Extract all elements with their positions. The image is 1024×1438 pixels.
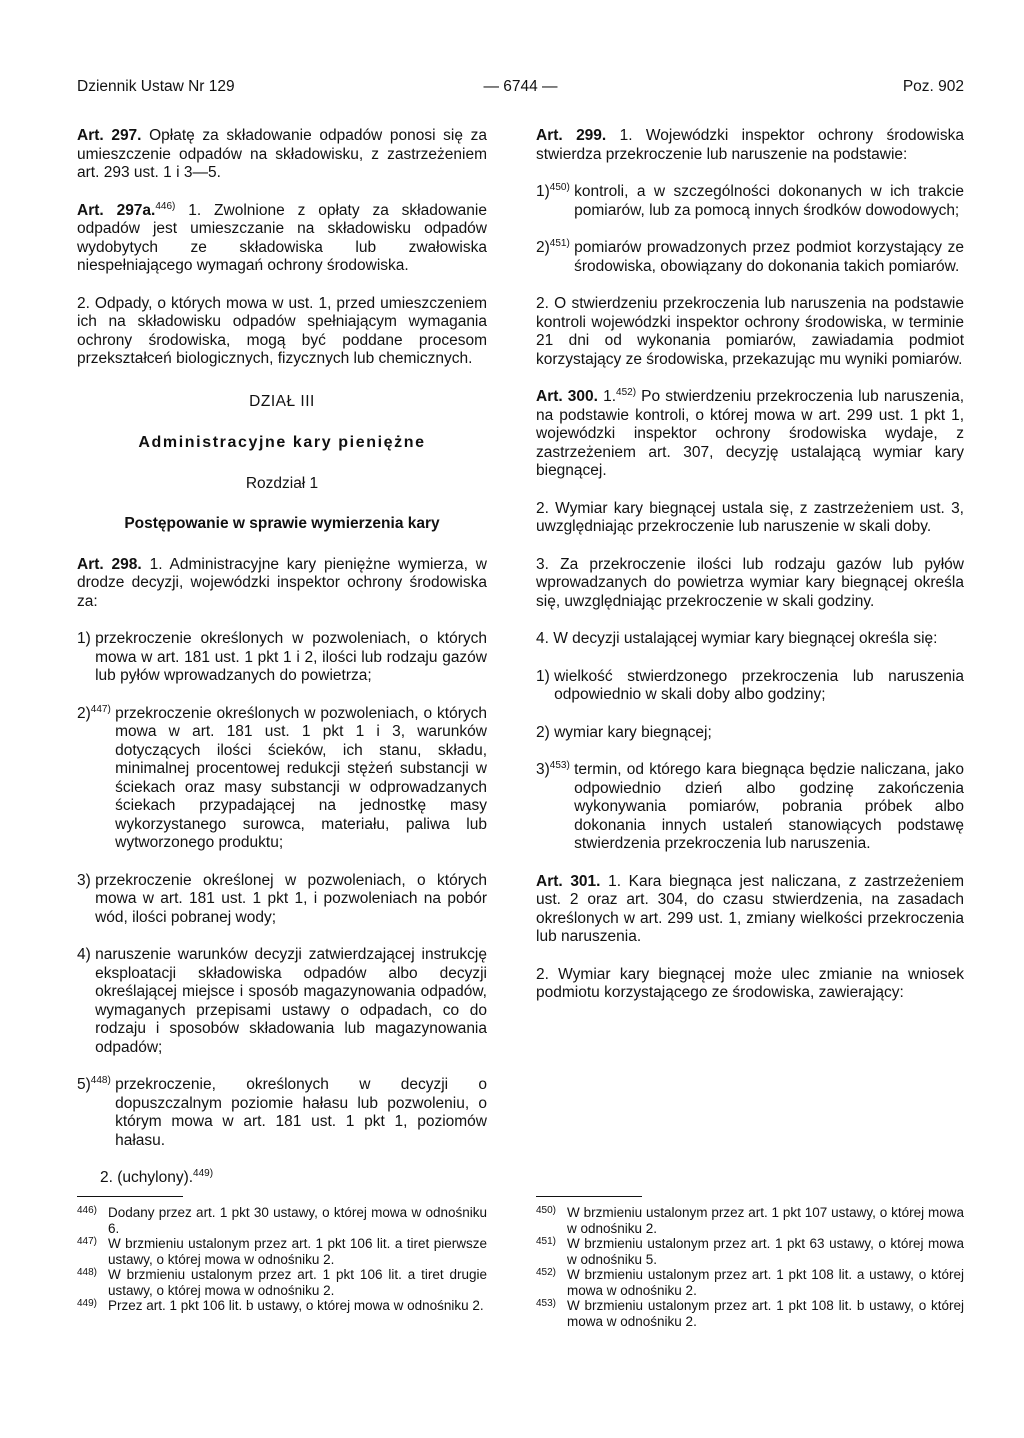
art-300-heading: Art. 300. [536,388,598,405]
art-298-text: 1. Administracyjne kary pieniężne wymierza, w drodze decyzji, wojewódzki inspektor ochrony środowiska za: [77,555,487,610]
list-item [77,872,487,928]
footnote [77,1298,487,1314]
item-text: przekroczenie określonych w pozwoleniach, o których mowa w art. 181 ust. 1 pkt 1 i 3, warunków dotyczących ilości ścieków, ich stanu, składu, minimalnej procentowej redukcji stężeń substancji w ściekach oraz masy substancji w odprowadzanych ściekach przypadającej na jednostkę masy wykorzystanego surowca, materiału, paliwa lub wytworzonego produktu; [115,704,487,851]
art-297 [77,127,487,183]
item-text: naruszenie warunków decyzji zatwierdzającej instrukcję eksploatacji składowiska odpadów albo decyzji określającej miejsce i sposób magazynowania odpadów, wymaganych przepisami ustawy o odpadach, co do rodzaju i sposobów składowania lub magazynowania odpadów; [95,946,487,1056]
item-number: 1) [536,667,550,685]
footnote [536,1298,964,1329]
art-299-para-2: 2. O stwierdzeniu przekroczenia lub naruszenia na podstawie kontroli wojewódzki inspektor ochrony środowiska, w terminie 21 dni od wykonania pomiarów, zawiadamia podmiot korzystający ze środowiska, przekazując mu wyniki pomiarów. [536,295,964,368]
list-item [536,239,964,276]
item-number: 1) [77,630,91,647]
item-text: wymiar kary biegnącej; [554,723,712,741]
list-item [77,946,487,1057]
item-text: przekroczenie określonej w pozwoleniach, o których mowa w art. 181 ust. 1 pkt 1, i pozwoleniach na pobór wód, ilości pobranej wody; [95,871,487,926]
footnote-ref: 449) [193,1168,214,1179]
item-number: 4) [77,946,91,963]
item-text: termin, od którego kara biegnąca będzie naliczana, jako odpowiednio dzień albo godzinę zakończenia wykonywania pomiarów, pobrania próbek albo dokonania innych ustaleń stanowiących podstawę stwierdzenia przekroczenia lub naruszenia. [574,761,964,852]
art-298-heading: Art. 298. [77,555,142,573]
item-number: 3)$^{453)}$ [536,760,570,778]
footnote-text: W brzmieniu ustalonym przez art. 1 pkt 107 ustawy, o której mowa w odnośniku 2. [567,1205,964,1236]
item-number: 2)$^{447)}$ [77,703,111,722]
footnote-number: 452) [536,1267,557,1278]
chapter-label: Rozdział 1 [245,474,319,492]
item-number: 2) [536,723,550,741]
art-300-para-2: 2. Wymiar kary biegnącej ustala się, z zastrzeżeniem ust. 3, uwzględniając przekroczenie lub naruszenie w skali doby. [536,499,964,535]
footnote-text: W brzmieniu ustalonym przez art. 1 pkt 106 lit. a tiret pierwsze ustawy, o której mowa w odnośniku 2. [108,1236,487,1267]
list-item [77,705,487,853]
footnotes-left [77,1205,487,1314]
footnote [536,1236,964,1267]
art-300-para-3: 3. Za przekroczenie ilości lub rodzaju gazów lub pyłów wprowadzanych do powietrza wymiar kary biegnącej określa się, uwzględniając przekroczenie w skali godziny. [536,555,964,610]
footnote [536,1267,964,1298]
art-300-text: Po stwierdzeniu przekroczenia lub naruszenia, na podstawie kontroli, o której mowa w art. 299 ust. 1 pkt 1, wojewódzki inspektor ochrony środowiska wydaje, z zastrzeżeniem art. 307, decyzję ustalającą wymiar kary biegnącej. [536,388,965,479]
art-297a-text: 1. Zwolnione z opłaty za składowanie odpadów jest umieszczanie na składowisku odpadów wydobytych ze składowiska lub zwałowiska niespełniającego wymagań ochrony środowiska. [77,201,487,274]
art-301 [536,873,964,947]
footnote-ref: 446) [155,200,176,212]
item-text: kontroli, a w szczególności dokonanych w ich trakcie pomiarów, lub za pomocą innych środków dowodowych; [574,183,964,219]
list-item [536,761,964,854]
list-item [536,183,964,220]
journal-title: Dziennik Ustaw Nr 129 [77,78,235,95]
art-298 [77,556,487,612]
item-text: wielkość stwierdzonego przekroczenia lub naruszenia odpowiednio w skali doby albo godziny; [554,667,964,703]
art-297a-para-2: 2. Odpady, o których mowa w ust. 1, przed umieszczeniem ich na składowisku odpadów spełniającym wymagania ochrony środowiska, mogą być poddane procesom przekształceń biologicznych, fizycznych lub chemicznych. [77,294,487,367]
footnote [77,1267,487,1298]
art-299 [536,127,964,164]
footnote-number: 450) [536,1205,557,1216]
art-297-text: Opłatę za składowanie odpadów ponosi się za umieszczenie odpadów na składowisku, z zastrzeżeniem art. 293 ust. 1 i 3—5. [77,127,487,181]
art-300-para-4: 4. W decyzji ustalającej wymiar kary biegnącej określa się: [536,630,938,647]
position-number: Poz. 902 [902,78,964,95]
footnote-text: W brzmieniu ustalonym przez art. 1 pkt 108 lit. a ustawy, o której mowa w odnośniku 2. [567,1267,964,1298]
footnote-text: Przez art. 1 pkt 106 lit. b ustawy, o której mowa w odnośniku 2. [108,1298,484,1313]
footnote-number: 448) [77,1267,98,1278]
art-299-heading: Art. 299. [536,127,607,144]
art-298-para-2: 2. (uchylony).$^{449)}$ [100,1168,214,1186]
item-number: 3) [77,871,91,889]
footnote-text: W brzmieniu ustalonym przez art. 1 pkt 63 ustawy, o której mowa w odnośniku 5. [567,1236,964,1267]
art-301-para-2: 2. Wymiar kary biegnącej może ulec zmianie na wniosek podmiotu korzystającego ze środowiska, zawierający: [536,965,964,1001]
footnote-number: 451) [536,1236,557,1247]
footnote-number: 453) [536,1298,557,1309]
item-number: 1)$^{450)}$ [536,182,570,200]
division-label: DZIAŁ III [249,392,315,410]
page-number: — 6744 — [483,78,558,95]
art-301-text: 1. Kara biegnąca jest naliczana, z zastrzeżeniem ust. 2 oraz art. 304, do czasu stwierdzenia, na zasadach określonych w art. 299 ust. 1, zmiany wielkości przekroczenia lub naruszenia. [536,872,964,945]
footnote-ref: 452) [616,387,637,398]
footnote-divider [536,1196,642,1197]
art-301-heading: Art. 301. [536,872,601,890]
item-text: przekroczenie, określonych w decyzji o dopuszczalnym poziomie hałasu lub pozwoleniu, o którym mowa w art. 181 ust. 1 pkt 1, poziomów hałasu. [115,1076,487,1149]
list-item [77,1076,487,1150]
left-column [77,127,487,1207]
art-299-text: 1. Wojewódzki inspektor ochrony środowiska stwierdza przekroczenie lub naruszenie na podstawie: [536,127,964,163]
list-item [77,630,487,686]
footnote-number: 449) [77,1298,98,1309]
footnote [77,1236,487,1267]
item-number: 2)$^{451)}$ [536,238,570,256]
art-300: Art. 300. 1.$^{452)}$ Po stwierdzeniu przekroczenia lub naruszenia, na podstawie kontroli, o której mowa w art. 299 ust. 1 pkt 1, wojewódzki inspektor ochrony środowiska wydaje, z zastrzeżeniem art. 307, decyzję ustalającą wymiar kary biegnącej. [536,387,965,479]
footnote-divider [77,1196,183,1197]
footnote-text: W brzmieniu ustalonym przez art. 1 pkt 108 lit. b ustawy, o której mowa w odnośniku 2. [567,1298,964,1329]
chapter-title: Postępowanie w sprawie wymierzenia kary [124,515,440,532]
list-item [536,724,964,743]
footnote-number: 447) [77,1236,98,1247]
page-header [77,72,964,98]
footnotes-right [536,1205,964,1329]
right-column [536,127,964,1022]
footnote-text: Dodany przez art. 1 pkt 30 ustawy, o której mowa w odnośniku 6. [108,1205,487,1236]
footnote-number: 446) [77,1205,98,1216]
art-297a [77,202,487,276]
art-297-heading: Art. 297. [77,127,142,144]
footnote-text: W brzmieniu ustalonym przez art. 1 pkt 106 lit. a tiret drugie ustawy, o której mowa w odnośniku 2. [108,1267,487,1298]
footnote [77,1205,487,1236]
list-item [536,668,964,705]
item-text: pomiarów prowadzonych przez podmiot korzystający ze środowiska, obowiązany do dokonania takich pomiarów. [574,239,964,275]
division-title: Administracyjne kary pieniężne [138,434,426,451]
item-text: przekroczenie określonych w pozwoleniach, o których mowa w art. 181 ust. 1 pkt 1 i 2, ilości lub rodzaju gazów lub pyłów wprowadzanych do powietrza; [95,630,487,684]
footnote [536,1205,964,1236]
art-297a-heading: Art. 297a. [77,201,156,219]
item-number: 5)$^{448)}$ [77,1075,111,1093]
